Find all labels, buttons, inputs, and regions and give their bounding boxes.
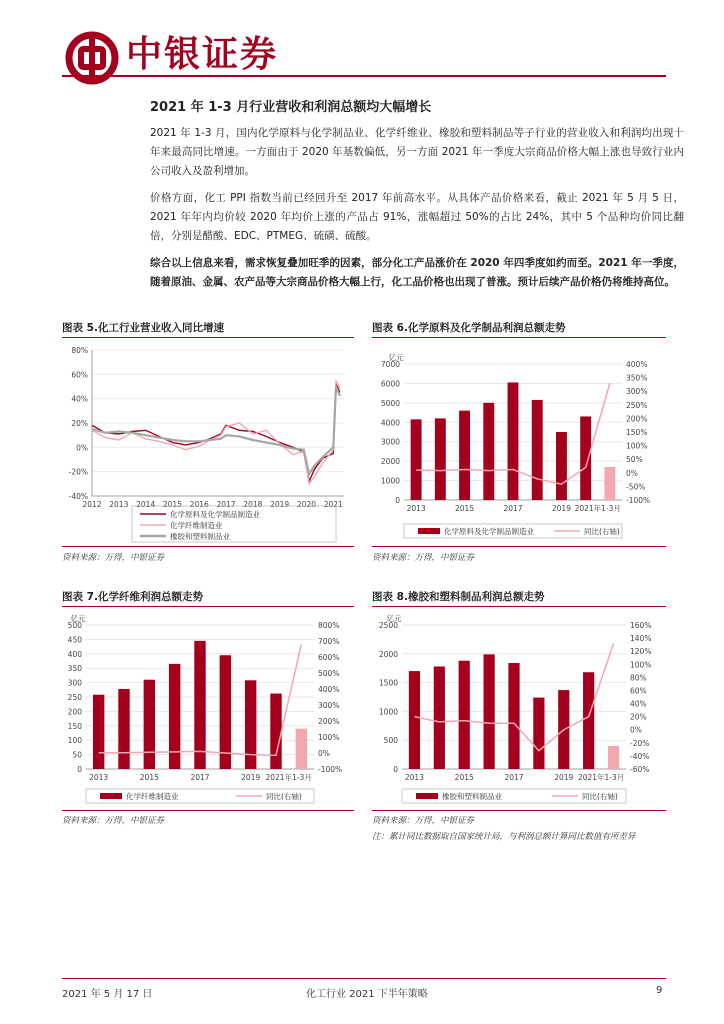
fig6-y2-tick: 50% — [626, 455, 643, 465]
fig6-y-tick: 7000 — [380, 360, 400, 369]
fig6-x-tick: 2015 — [455, 504, 475, 513]
fig6-legend-line-label: 同比(右轴) — [584, 527, 620, 536]
section-body — [150, 96, 684, 300]
fig8-unit-label: 亿元 — [386, 614, 402, 623]
fig6-y2-tick: 300% — [626, 387, 648, 397]
fig5-x-tick: 2021 — [323, 500, 343, 509]
fig7-rule-bottom — [62, 810, 354, 811]
footer-rule — [62, 978, 666, 979]
fig5-y-tick: 40% — [71, 394, 88, 404]
fig7-y-tick: 100 — [67, 736, 82, 746]
fig7-y-tick: 200 — [67, 707, 82, 717]
fig8-x-tick: 2013 — [404, 773, 424, 782]
fig7-title: 图表 7.化学纤维利润总额走势 — [62, 591, 203, 603]
fig5-x-tick: 2019 — [270, 500, 290, 509]
fig6-y-tick: 4000 — [380, 418, 400, 428]
fig7-bar — [220, 655, 231, 769]
fig5-legend-label: 橡胶和塑料制品业 — [170, 532, 230, 541]
fig7-legend-line-label: 同比(右轴) — [266, 792, 302, 801]
fig5-series-line-3 — [92, 387, 340, 475]
fig8-chart — [372, 609, 666, 809]
fig6-x-tick: 2021年1-3月 — [574, 504, 621, 513]
section-title: 2021 年 1-3 月行业营收和利润总额均大幅增长 — [150, 100, 432, 115]
fig6-y2-tick: -50% — [626, 482, 646, 492]
fig8-y-tick: 1500 — [378, 678, 398, 688]
fig6-legend-bar-swatch — [418, 528, 440, 534]
fig6-bar — [604, 467, 615, 500]
footer-date: 2021 年 5 月 17 日 — [62, 989, 153, 1000]
fig7-bar — [118, 689, 129, 769]
fig8-y2-tick: 60% — [630, 686, 647, 696]
fig6-bar — [459, 411, 470, 500]
fig6-y-tick: 2000 — [380, 457, 400, 467]
fig8-legend-bar-swatch — [416, 793, 438, 799]
fig7-y-tick: 350 — [67, 664, 82, 674]
fig7-source: 资料来源：万得，中银证券 — [62, 816, 165, 826]
fig5-y-tick: 0% — [76, 443, 88, 453]
fig8-y2-tick: 80% — [630, 673, 647, 683]
fig8-y-tick: 0 — [393, 765, 398, 774]
fig8-bar — [459, 661, 470, 769]
fig6-y2-tick: 400% — [626, 360, 648, 369]
fig6-y-tick: 5000 — [380, 398, 400, 408]
fig8-title: 图表 8.橡胶和塑料制品利润总额走势 — [372, 591, 545, 603]
fig8-y2-tick: 160% — [630, 621, 652, 630]
fig5-y-tick: 20% — [71, 419, 88, 428]
fig6-y2-tick: 150% — [626, 428, 648, 437]
fig7-x-tick: 2013 — [89, 773, 109, 782]
fig7-bar — [169, 664, 180, 769]
fig7-legend-bar-label: 化学纤维制造业 — [126, 792, 179, 801]
fig6-x-tick: 2013 — [406, 504, 426, 513]
fig8-bar — [409, 671, 420, 769]
footer-report-title: 化工行业 2021 下半年策略 — [306, 989, 428, 1000]
fig7-y2-tick: 700% — [318, 637, 340, 646]
fig8-y2-tick: -60% — [630, 765, 650, 774]
footer-page-number: 9 — [656, 985, 663, 996]
fig5-x-tick: 2012 — [82, 500, 102, 509]
fig6-y-tick: 1000 — [380, 476, 400, 486]
fig6-bar — [483, 403, 494, 500]
fig7-y-tick: 0 — [77, 765, 82, 774]
fig7-bar — [270, 694, 281, 769]
fig5-rule — [62, 337, 354, 338]
fig8-y-tick: 1000 — [378, 707, 398, 717]
fig8-x-tick: 2015 — [454, 773, 474, 782]
fig7-y2-tick: 100% — [318, 733, 340, 742]
fig8-bar — [484, 654, 495, 769]
fig7-rule — [62, 606, 354, 607]
fig5-x-tick: 2017 — [216, 500, 236, 509]
fig8-bar — [608, 746, 619, 769]
fig8-y2-tick: -40% — [630, 751, 650, 761]
fig6-bar — [435, 418, 446, 500]
fig7-bar — [144, 680, 155, 769]
fig5-x-tick: 2014 — [136, 500, 156, 509]
fig8-x-tick: 2021年1-3月 — [577, 773, 625, 782]
bank-of-china-logo-icon — [64, 30, 120, 86]
fig7-y2-tick: 600% — [318, 653, 340, 662]
fig5-x-tick: 2013 — [109, 500, 129, 509]
fig7-bar — [93, 695, 104, 769]
fig7-y2-tick: 300% — [318, 701, 340, 710]
paragraph-2: 价格方面，化工 PPI 指数当前已经回升至 2017 年前高水平。从具体产品价格来看，截止 2021 年 5 月 5 日，2021 年年内均价较 2020 年均价上涨的产品占 91%，涨幅超过 50%的占比 24%，其中 5 个品种均价同比翻倍，分别是醋酸、EDC、PTMEG、硫磺、硫酸。 — [150, 192, 684, 242]
fig6-y-tick: 0 — [395, 496, 400, 505]
fig5-source: 资料来源：万得，中银证券 — [62, 553, 165, 563]
fig5-y-tick: 60% — [71, 370, 88, 380]
fig5-x-tick: 2018 — [243, 500, 263, 509]
fig5-y-tick: -40% — [68, 492, 88, 501]
fig6-source: 资料来源：万得，中银证券 — [372, 553, 475, 563]
fig8-legend-line-label: 同比(右轴) — [582, 792, 618, 801]
fig7-x-tick: 2015 — [139, 773, 159, 782]
fig5-y-tick: -20% — [68, 467, 88, 477]
fig7-bar — [296, 729, 307, 769]
fig8-y2-tick: 100% — [630, 660, 652, 670]
fig5-legend-label: 化学原料及化学制品制造业 — [170, 510, 260, 519]
header-rule — [62, 75, 666, 77]
paragraph-3: 综合以上信息来看，需求恢复叠加旺季的因素，部分化工产品涨价在 2020 年四季度如约而至。2021 年一季度，随着原油、金属、农产品等大宗商品价格大幅上行，化工品价格也出现了普涨。预计后续产品价格仍将维持高位。 — [150, 257, 684, 288]
fig7-y2-tick: -100% — [318, 765, 343, 774]
fig8-bar — [533, 698, 544, 769]
fig6-unit-label: 亿元 — [388, 353, 404, 362]
fig6-title: 图表 6.化学原料及化学制品利润总额走势 — [372, 322, 566, 334]
fig7-y-tick: 250 — [67, 693, 82, 702]
fig7-y-tick: 50 — [72, 750, 82, 760]
fig6-y2-tick: 350% — [626, 373, 648, 383]
fig7-unit-label: 亿元 — [70, 614, 86, 623]
fig7-x-tick: 2017 — [190, 773, 210, 782]
fig8-y2-tick: 140% — [630, 634, 652, 644]
fig6-y2-tick: -100% — [626, 496, 651, 505]
fig6-y2-tick: 250% — [626, 400, 648, 410]
fig6-y2-tick: 200% — [626, 414, 648, 424]
fig7-bar — [245, 680, 256, 769]
fig8-bar — [508, 663, 519, 769]
fig7-y2-tick: 200% — [318, 717, 340, 726]
fig6-bar — [411, 419, 422, 500]
fig7-bar — [194, 641, 205, 769]
fig6-bar — [580, 416, 591, 500]
fig7-y-tick: 450 — [67, 635, 82, 645]
fig5-x-tick: 2015 — [162, 500, 182, 509]
brand-name: 中银证券 — [126, 33, 279, 75]
fig7-chart — [62, 609, 354, 809]
fig6-legend-bar-label: 化学原料及化学制品制造业 — [444, 527, 534, 536]
fig5-legend-label: 化学纤维制造业 — [170, 521, 223, 530]
fig7-legend-bar-swatch — [100, 793, 122, 799]
fig5-rule-bottom — [62, 546, 354, 547]
fig8-y-tick: 2500 — [378, 621, 398, 630]
paragraph-1: 2021 年 1-3 月，国内化学原料与化学制品业、化学纤维业、橡胶和塑料制品等子行业的营业收入和利润均出现十年来最高同比增速。一方面由于 2020 年基数偏低，另一方面 2021 年一季度大宗商品价格大幅上涨也导致行业内公司收入及盈利增加。 — [150, 127, 684, 177]
fig6-bar — [508, 382, 519, 500]
fig6-y2-tick: 100% — [626, 441, 648, 451]
fig6-x-tick: 2019 — [551, 504, 571, 513]
fig6-bar — [532, 400, 543, 500]
fig8-y2-tick: 0% — [630, 725, 642, 735]
fig7-y-tick: 500 — [67, 621, 82, 630]
fig7-y-tick: 150 — [67, 721, 82, 731]
fig6-y2-tick: 0% — [626, 468, 638, 478]
fig8-rule — [372, 606, 666, 607]
fig6-bar — [556, 432, 567, 500]
fig7-y2-tick: 500% — [318, 669, 340, 678]
fig6-rule-bottom — [372, 546, 666, 547]
fig8-note: 注：累计同比数据取自国家统计局，与利润总额计算同比数值有所差异 — [372, 832, 636, 842]
fig5-x-tick: 2016 — [189, 500, 209, 509]
fig6-x-tick: 2017 — [503, 504, 523, 513]
fig7-y2-tick: 400% — [318, 685, 340, 694]
fig7-y2-tick: 0% — [318, 749, 330, 758]
fig5-x-tick: 2020 — [296, 500, 317, 509]
fig8-y2-tick: 20% — [630, 712, 647, 722]
fig5-title: 图表 5.化工行业营业收入同比增速 — [62, 322, 224, 334]
fig7-y2-tick: 800% — [318, 621, 340, 630]
fig8-legend-bar-label: 橡胶和塑料制品业 — [442, 792, 502, 801]
fig8-bar — [583, 672, 594, 769]
fig8-x-tick: 2019 — [554, 773, 574, 782]
fig6-chart — [372, 340, 666, 545]
fig8-x-tick: 2017 — [504, 773, 524, 782]
fig8-y-tick: 2000 — [378, 649, 398, 659]
fig6-y-tick: 3000 — [380, 437, 400, 447]
fig8-rule-bottom — [372, 810, 666, 811]
fig7-x-tick: 2021年1-3月 — [265, 773, 312, 782]
fig8-y2-tick: 40% — [630, 699, 647, 709]
fig8-bar — [434, 666, 445, 769]
fig7-y-tick: 300 — [67, 678, 82, 688]
fig5-chart — [62, 340, 354, 545]
fig8-y-tick: 500 — [383, 736, 398, 746]
fig8-y2-tick: -20% — [630, 738, 650, 748]
fig5-y-tick: 80% — [71, 346, 88, 355]
fig8-source: 资料来源：万得，中银证券 — [372, 816, 475, 826]
fig7-x-tick: 2019 — [241, 773, 261, 782]
fig6-y-tick: 6000 — [380, 379, 400, 389]
fig7-y-tick: 400 — [67, 649, 82, 659]
fig8-y2-tick: 120% — [630, 647, 652, 657]
fig6-rule — [372, 337, 666, 338]
